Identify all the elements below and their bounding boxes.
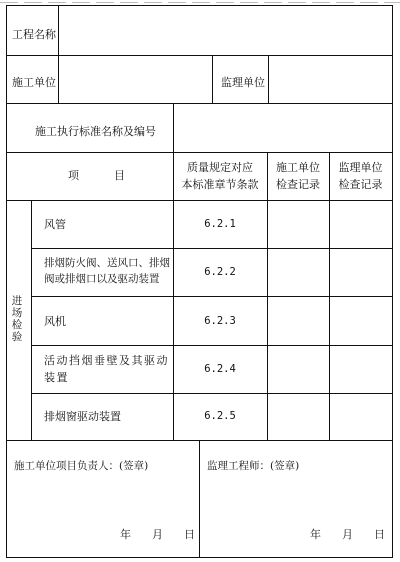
rule — [6, 55, 393, 56]
border-top — [6, 5, 393, 6]
border-left — [6, 5, 7, 558]
contractor-label: 施工单位 — [12, 76, 56, 89]
group-label-inspection: 进场检验 — [11, 295, 23, 343]
supervisor-check-header-line1: 监理单位 — [338, 161, 383, 174]
rule — [31, 248, 393, 249]
row-item: 活动挡烟垂壁及其驱动装置 — [44, 354, 169, 384]
rule — [329, 152, 330, 440]
contractor-check-header-line2: 检查记录 — [276, 178, 320, 191]
row-clause: 6.2.3 — [204, 315, 236, 327]
standard-label: 施工执行标准名称及编号 — [35, 125, 156, 138]
rule — [173, 103, 174, 152]
date-left: 年 月 日 — [120, 528, 195, 541]
row-clause: 6.2.5 — [204, 410, 236, 422]
rule — [268, 55, 269, 103]
rule — [31, 296, 393, 297]
rule — [6, 103, 393, 104]
item-column-header: 项 目 — [68, 169, 125, 182]
rule — [212, 55, 213, 103]
cropped-title-remnant — [0, 0, 400, 4]
supervisor-signoff: 监理工程师：(签章) — [207, 460, 300, 472]
contractor-check-header-line1: 施工单位 — [276, 161, 320, 174]
rule — [6, 200, 393, 201]
row-item: 风管 — [44, 218, 66, 231]
supervisor-unit-label: 监理单位 — [221, 76, 265, 89]
rule — [31, 393, 393, 394]
rule — [31, 200, 32, 440]
rule — [199, 440, 200, 558]
row-item: 风机 — [44, 315, 66, 328]
rule — [173, 152, 174, 440]
rule — [31, 345, 393, 346]
row-clause: 6.2.1 — [204, 218, 236, 230]
project-name-label: 工程名称 — [12, 28, 56, 41]
contractor-signoff: 施工单位项目负责人：(签章) — [14, 460, 149, 472]
row-item: 排烟防火阀、送风口、排烟阀或排烟口以及驱动装置 — [44, 257, 170, 285]
clause-column-header-line1: 质量规定对应 — [187, 161, 253, 174]
rule — [58, 5, 59, 103]
clause-column-header-line2: 本标准章节条款 — [181, 178, 259, 191]
row-clause: 6.2.4 — [204, 363, 236, 375]
row-item: 排烟窗驱动装置 — [44, 410, 121, 423]
border-right — [392, 5, 393, 558]
rule — [267, 152, 268, 440]
inspection-form — [6, 5, 394, 558]
row-clause: 6.2.2 — [204, 266, 236, 278]
supervisor-check-header-line2: 检查记录 — [338, 178, 383, 191]
rule — [6, 152, 393, 153]
date-right: 年 月 日 — [310, 528, 385, 541]
